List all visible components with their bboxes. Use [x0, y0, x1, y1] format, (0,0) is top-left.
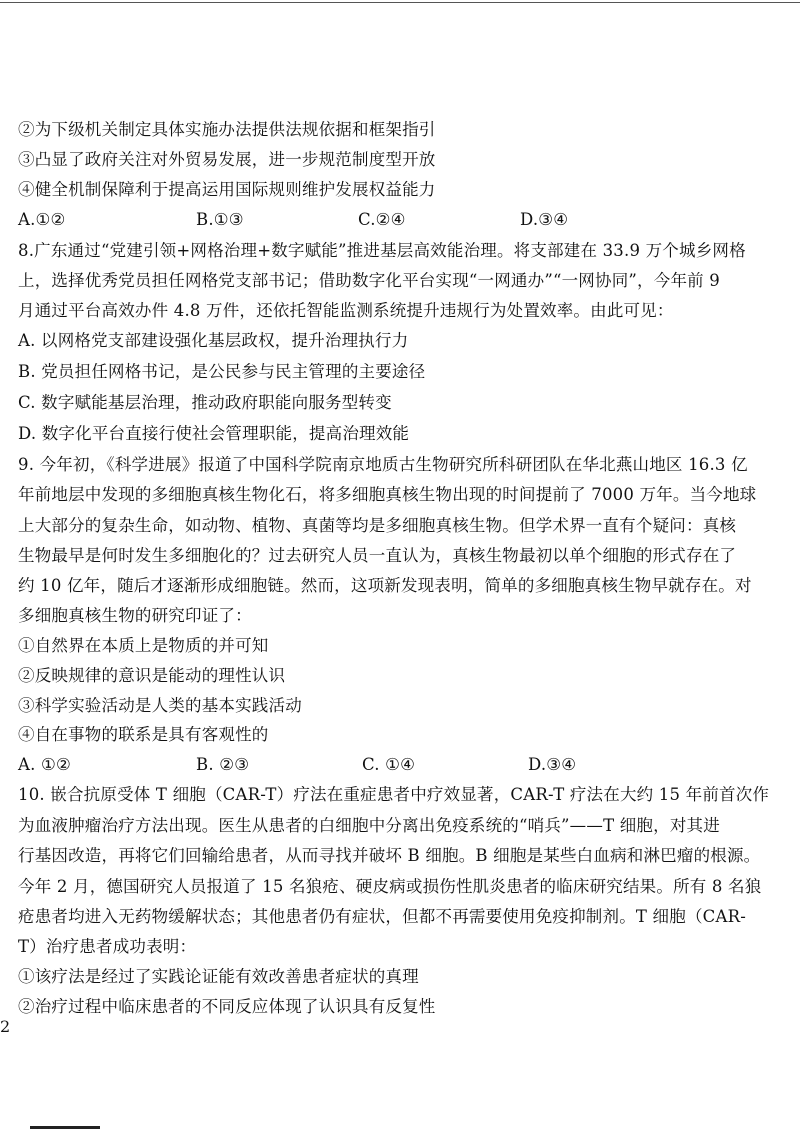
q10-stem-line: T）治疗患者成功表明：: [18, 937, 197, 956]
top-border-line: [0, 2, 800, 3]
q7-option-a: A.①②: [18, 210, 66, 229]
q9-statement-3: ③科学实验活动是人类的基本实践活动: [18, 696, 302, 715]
q9-stem-line: 9. 今年初，《科学进展》报道了中国科学院南京地质古生物研究所科研团队在华北燕山地区 16.3 亿: [18, 455, 748, 474]
q7-option-d: D.③④: [520, 210, 569, 229]
q9-option-c: C. ①④: [362, 755, 416, 774]
q9-statement-1: ①自然界在本质上是物质的并可知: [18, 636, 269, 655]
q9-stem-line: 上大部分的复杂生命，如动物、植物、真菌等均是多细胞真核生物。但学术界一直有个疑问：真核: [18, 516, 737, 535]
q9-stem-line: 约 10 亿年，随后才逐渐形成细胞链。然而，这项新发现表明，简单的多细胞真核生物早就存在。对: [18, 576, 752, 595]
q8-stem-line: 上，选择优秀党员担任网格党支部书记；借助数字化平台实现“一网通办”“一网协同”，今年前 9: [18, 271, 720, 290]
q10-statement-2: ②治疗过程中临床患者的不同反应体现了认识具有反复性: [18, 997, 436, 1016]
q7-statement-3: ③凸显了政府关注对外贸易发展，进一步规范制度型开放: [18, 150, 436, 169]
page-number: 2: [0, 1017, 11, 1036]
bottom-edge-mark: [30, 1126, 100, 1129]
q9-option-a: A. ①②: [18, 755, 71, 774]
q10-stem-line: 为血液肿瘤治疗方法出现。医生从患者的白细胞中分离出免疫系统的“哨兵”——T 细胞，对其进: [18, 816, 720, 835]
q10-stem-line: 疮患者均进入无药物缓解状态；其他患者仍有症状，但都不再需要使用免疫抑制剂。T 细胞（CAR-: [18, 907, 746, 926]
q8-stem-line: 月通过平台高效办件 4.8 万件，还依托智能监测系统提升违规行为处置效率。由此可见：: [18, 301, 674, 320]
q9-statement-4: ④自在事物的联系是具有客观性的: [18, 725, 269, 744]
q10-stem-line: 10. 嵌合抗原受体 T 细胞（CAR-T）疗法在重症患者中疗效显著，CAR-T 疗法在大约 15 年前首次作: [18, 785, 770, 804]
q7-statement-2: ②为下级机关制定具体实施办法提供法规依据和框架指引: [18, 120, 436, 139]
q8-option-a: A. 以网格党支部建设强化基层政权，提升治理执行力: [18, 331, 409, 350]
q10-stem-line: 行基因改造，再将它们回输给患者，从而寻找并破坏 B 细胞。B 细胞是某些白血病和淋巴瘤的根源。: [18, 846, 761, 865]
q9-stem-line: 生物最早是何时发生多细胞化的？过去研究人员一直认为，真核生物最初以单个细胞的形式存在了: [18, 546, 737, 565]
q9-option-d: D.③④: [528, 755, 577, 774]
q8-option-d: D. 数字化平台直接行使社会管理职能，提高治理效能: [18, 424, 410, 443]
q7-option-c: C.②④: [358, 210, 406, 229]
q8-option-c: C. 数字赋能基层治理，推动政府职能向服务型转变: [18, 393, 392, 412]
q7-option-b: B.①③: [196, 210, 244, 229]
q9-option-b: B. ②③: [196, 755, 250, 774]
q8-stem-line: 8.广东通过“党建引领+网格治理+数字赋能”推进基层高效能治理。将支部建在 33.9 万个城乡网格: [18, 241, 746, 260]
q7-statement-4: ④健全机制保障利于提高运用国际规则维护发展权益能力: [18, 180, 436, 199]
q9-statement-2: ②反映规律的意识是能动的理性认识: [18, 666, 286, 685]
q10-statement-1: ①该疗法是经过了实践论证能有效改善患者症状的真理: [18, 967, 419, 986]
q8-option-b: B. 党员担任网格书记，是公民参与民主管理的主要途径: [18, 362, 426, 381]
q9-stem-line: 年前地层中发现的多细胞真核生物化石，将多细胞真核生物出现的时间提前了 7000 万年。当今地球: [18, 485, 757, 504]
q9-stem-line: 多细胞真核生物的研究印证了：: [18, 606, 252, 625]
q10-stem-line: 今年 2 月，德国研究人员报道了 15 名狼疮、硬皮病或损伤性肌炎患者的临床研究结果。所有 8 名狼: [18, 877, 762, 896]
